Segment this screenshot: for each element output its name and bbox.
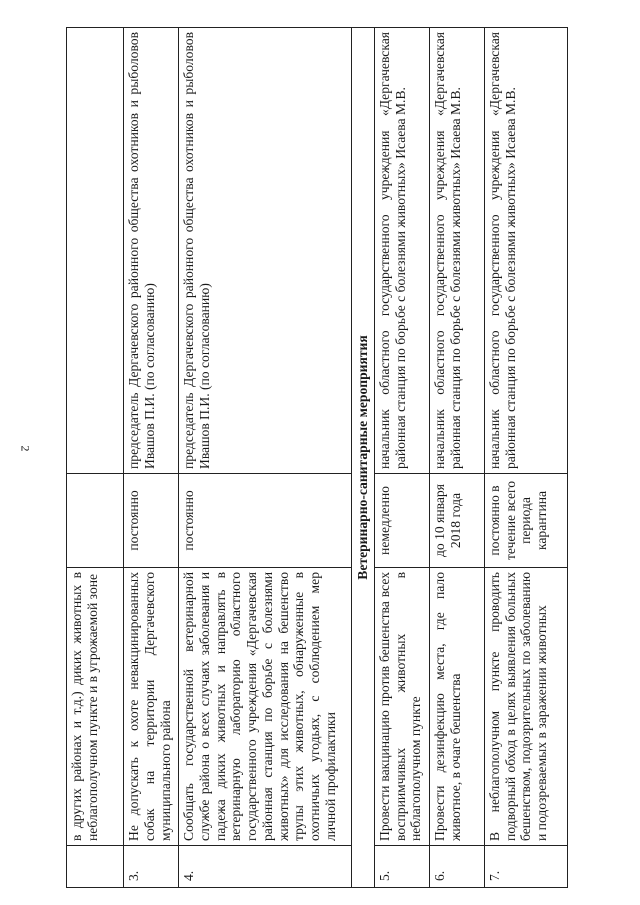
responsible-cell: начальник областного государственного учреждения «Дергачевская районная станция по борьбе с болезнями животных» Исаева М.В. bbox=[484, 28, 567, 474]
activity-cell: Провести вакцинацию против бешенства всех восприимчивых животных в неблагополучном пункте bbox=[374, 568, 429, 846]
term-cell: постоянно в течение всего периода карантина bbox=[484, 474, 567, 568]
responsible-cell bbox=[67, 28, 124, 474]
term-cell: постоянно bbox=[124, 474, 179, 568]
row-number: 7. bbox=[484, 846, 567, 888]
responsible-cell: председатель Дергачевского районного общества охотников и рыболовов Ивашов П.И. (по согласованию) bbox=[179, 28, 352, 474]
table-row bbox=[429, 28, 484, 888]
term-cell: немедленно bbox=[374, 474, 429, 568]
section-header-row bbox=[352, 28, 375, 888]
row-number: 3. bbox=[124, 846, 179, 888]
table-row bbox=[484, 28, 567, 888]
activity-cell: В неблагополучном пункте проводить подворный обход в целях выявления больных бешенством, подозрительных по заболеванию и подозреваемых в заражении животных bbox=[484, 568, 567, 846]
table-row bbox=[374, 28, 429, 888]
measures-table bbox=[66, 27, 568, 888]
row-number bbox=[67, 846, 124, 888]
responsible-cell: председатель Дергачевского районного общества охотников и рыболовов Ивашов П.И. (по согласованию) bbox=[124, 28, 179, 474]
responsible-cell: начальник областного государственного учреждения «Дергачевская районная станция по борьбе с болезнями животных» Исаева М.В. bbox=[429, 28, 484, 474]
activity-cell: Не допускать к охоте невакцинированных собак на территории Дергачевского муниципального района bbox=[124, 568, 179, 846]
table-row bbox=[179, 28, 352, 888]
table-row bbox=[124, 28, 179, 888]
table-row bbox=[67, 28, 124, 888]
term-cell: до 10 января 2018 года bbox=[429, 474, 484, 568]
section-title: Ветеринарно-санитарные мероприятия bbox=[352, 28, 375, 888]
term-cell bbox=[67, 474, 124, 568]
term-cell: постоянно bbox=[179, 474, 352, 568]
page-number: 2 bbox=[18, 445, 33, 452]
responsible-cell: начальник областного государственного учреждения «Дергачевская районная станция по борьбе с болезнями животных» Исаева М.В. bbox=[374, 28, 429, 474]
row-number: 5. bbox=[374, 846, 429, 888]
document-sheet bbox=[66, 28, 626, 888]
row-number: 4. bbox=[179, 846, 352, 888]
activity-cell: в других районах и т.д.) диких животных в неблагополучном пункте и в угрожаемой зоне bbox=[67, 568, 124, 846]
row-number: 6. bbox=[429, 846, 484, 888]
activity-cell: Провести дезинфекцию места, где пало животное, в очаге бешенства bbox=[429, 568, 484, 846]
activity-cell: Сообщать государственной ветеринарной службе района о всех случаях заболевания и падежа диких животных и направлять в ветеринарную лабораторию областного государственного учреждения «Дергачевская районная станция по борьбе с болезнями животных» для исследования на бешенство трупы этих животных, обнаруженные в охотничьих угодьях, с соблюдением мер личной профилактики bbox=[179, 568, 352, 846]
